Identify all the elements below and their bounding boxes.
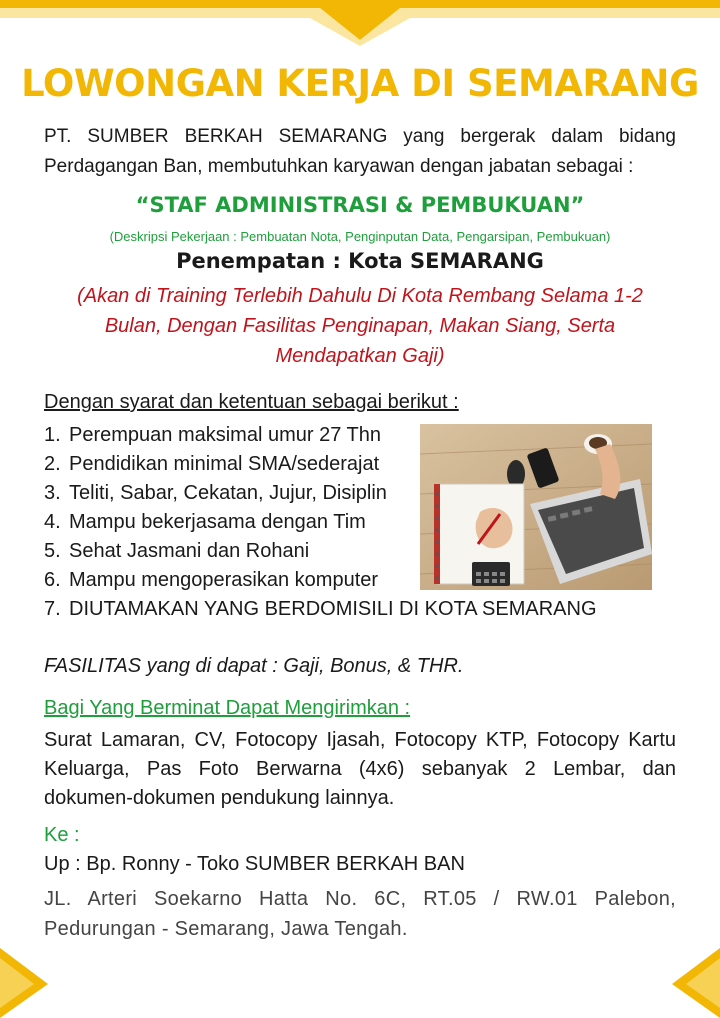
list-item-number: 6.: [44, 569, 61, 591]
job-description: (Deskripsi Pekerjaan : Pembuatan Nota, Penginputan Data, Pengarsipan, Pembukuan): [109, 229, 611, 244]
list-item-number: 3.: [44, 482, 61, 504]
position-title: “STAF ADMINISTRASI & PEMBUKUAN”: [135, 193, 585, 217]
list-item-number: 4.: [44, 511, 61, 533]
facilities-text: FASILITAS yang di dapat : Gaji, Bonus, & THR.: [44, 655, 464, 677]
list-item-text: Sehat Jasmani dan Rohani: [69, 540, 310, 562]
recipient-label: Ke :: [44, 824, 80, 846]
requirements-heading: Dengan syarat dan ketentuan sebagai berikut :: [44, 391, 459, 413]
application-heading: Bagi Yang Berminat Dapat Mengirimkan :: [44, 697, 411, 719]
list-item-text: Perempuan maksimal umur 27 Thn: [69, 424, 381, 446]
list-item-number: 7.: [44, 598, 61, 620]
list-item-text: DIUTAMAKAN YANG BERDOMISILI DI KOTA SEMARANG: [69, 598, 597, 620]
application-documents: Surat Lamaran, CV, Fotocopy Ijasah, Fotocopy KTP, Fotocopy Kartu Keluarga, Pas Foto Berwarna (4x6) sebanyak 2 Lembar, dan dokumen-dokumen pendukung lainnya.: [44, 729, 676, 809]
office-desk-photo-icon: [420, 424, 652, 590]
training-note: (Akan di Training Terlebih Dahulu Di Kota Rembang Selama 1-2 Bulan, Dengan Fasilitas Penginapan, Makan Siang, Serta Mendapatkan Gaji): [77, 285, 643, 367]
page-title: LOWONGAN KERJA DI SEMARANG: [21, 62, 699, 105]
list-item-number: 5.: [44, 540, 61, 562]
bottom-left-corner-decoration: [0, 948, 48, 1018]
bottom-right-corner-decoration: [672, 948, 720, 1018]
list-item-number: 2.: [44, 453, 61, 475]
list-item-text: Mampu bekerjasama dengan Tim: [69, 511, 366, 533]
list-item-text: Teliti, Sabar, Cekatan, Jujur, Disiplin: [69, 482, 387, 504]
recipient-name: Up : Bp. Ronny - Toko SUMBER BERKAH BAN: [44, 853, 465, 875]
list-item: [44, 595, 597, 624]
list-item-number: 1.: [44, 424, 61, 446]
intro-paragraph: PT. SUMBER BERKAH SEMARANG yang bergerak dalam bidang Perdagangan Ban, membutuhkan karyawan dengan jabatan sebagai :: [44, 126, 676, 177]
list-item-text: Mampu mengoperasikan komputer: [69, 569, 379, 591]
top-banner-decoration: [0, 0, 720, 46]
list-item-text: Pendidikan minimal SMA/sederajat: [69, 453, 380, 475]
recipient-address: JL. Arteri Soekarno Hatta No. 6C, RT.05 / RW.01 Palebon, Pedurungan - Semarang, Jawa Tengah.: [44, 888, 676, 940]
placement-location: Penempatan : Kota SEMARANG: [176, 249, 544, 273]
